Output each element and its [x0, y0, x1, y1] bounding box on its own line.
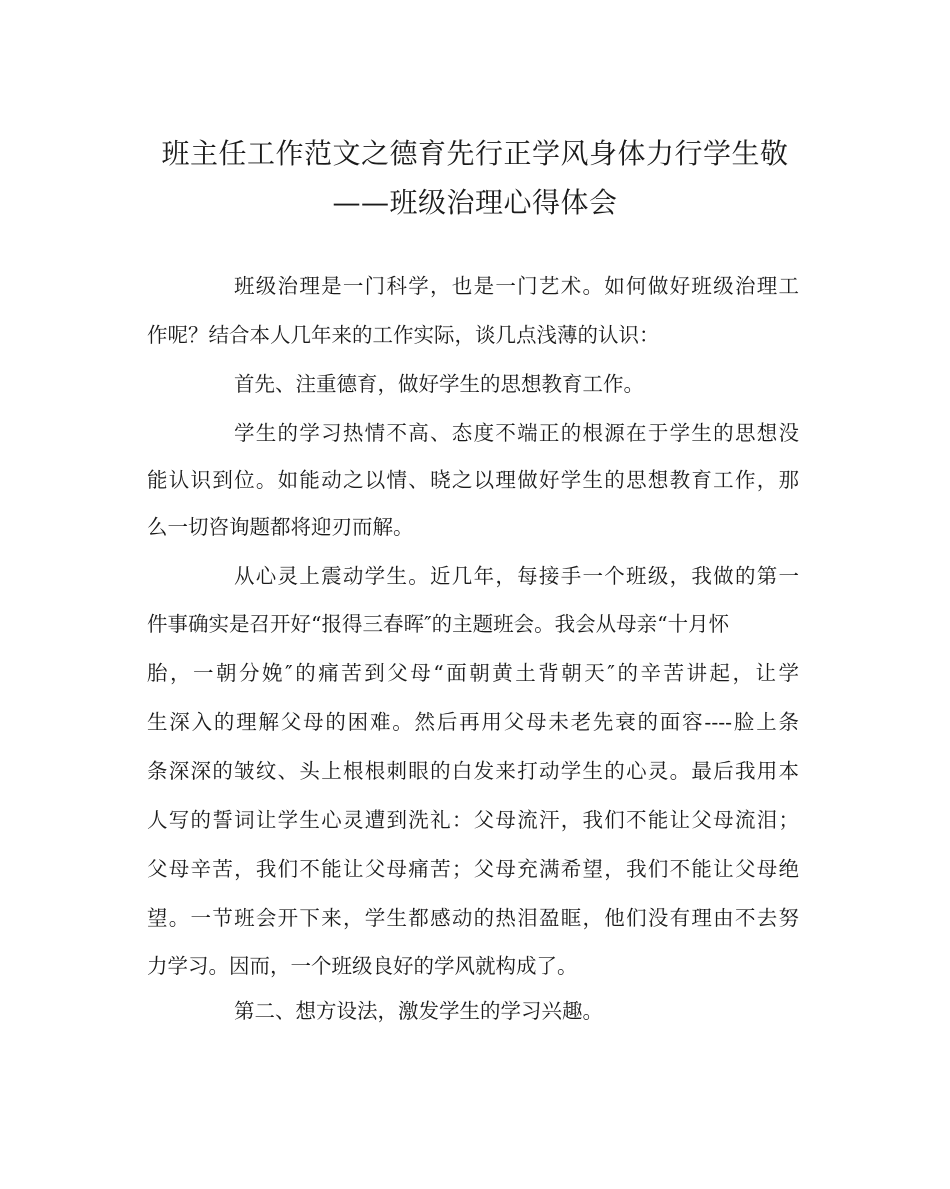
body-line: 望。一节班会开下来，学生都感动的热泪盈眶，他们没有理由不去努 [147, 906, 799, 930]
document-title-line-1: 班主任工作范文之德育先行正学风身体力行学生敬 [161, 137, 789, 170]
body-line: 力学习。因而，一个班级良好的学风就构成了。 [147, 954, 578, 978]
body-line: 么一切咨询题都将迎刃而解。 [147, 515, 414, 539]
body-line: 班级治理是一门科学，也是一门艺术。如何做好班级治理工 [234, 274, 799, 298]
section-heading: 第二、想方设法，激发学生的学习兴趣。 [234, 999, 603, 1023]
document-title-line-2: ——班级治理心得体会 [332, 186, 618, 219]
body-line: 件事确实是召开好“报得三春晖″的主题班会。我会从母亲“十月怀 [147, 612, 730, 636]
body-line: 学生的学习热情不高、态度不端正的根源在于学生的思想没 [234, 421, 799, 445]
body-line: 生深入的理解父母的困难。然后再用父母未老先衰的面容----脸上条 [147, 710, 799, 734]
body-line: 人写的誓词让学生心灵遭到洗礼：父母流汗，我们不能让父母流泪； [147, 808, 799, 832]
section-heading: 首先、注重德育，做好学生的思想教育工作。 [234, 372, 644, 396]
body-line: 条深深的皱纹、头上根根刺眼的白发来打动学生的心灵。最后我用本 [147, 759, 799, 783]
body-line: 能认识到位。如能动之以情、晓之以理做好学生的思想教育工作，那 [147, 468, 799, 492]
body-line: 从心灵上震动学生。近几年，每接手一个班级，我做的第一 [234, 564, 799, 588]
body-line: 胎，一朝分娩″的痛苦到父母“面朝黄土背朝天″的辛苦讲起，让学 [147, 661, 799, 685]
body-line: 父母辛苦，我们不能让父母痛苦；父母充满希望，我们不能让父母绝 [147, 857, 799, 881]
body-line: 作呢？结合本人几年来的工作实际，谈几点浅薄的认识： [147, 323, 660, 347]
